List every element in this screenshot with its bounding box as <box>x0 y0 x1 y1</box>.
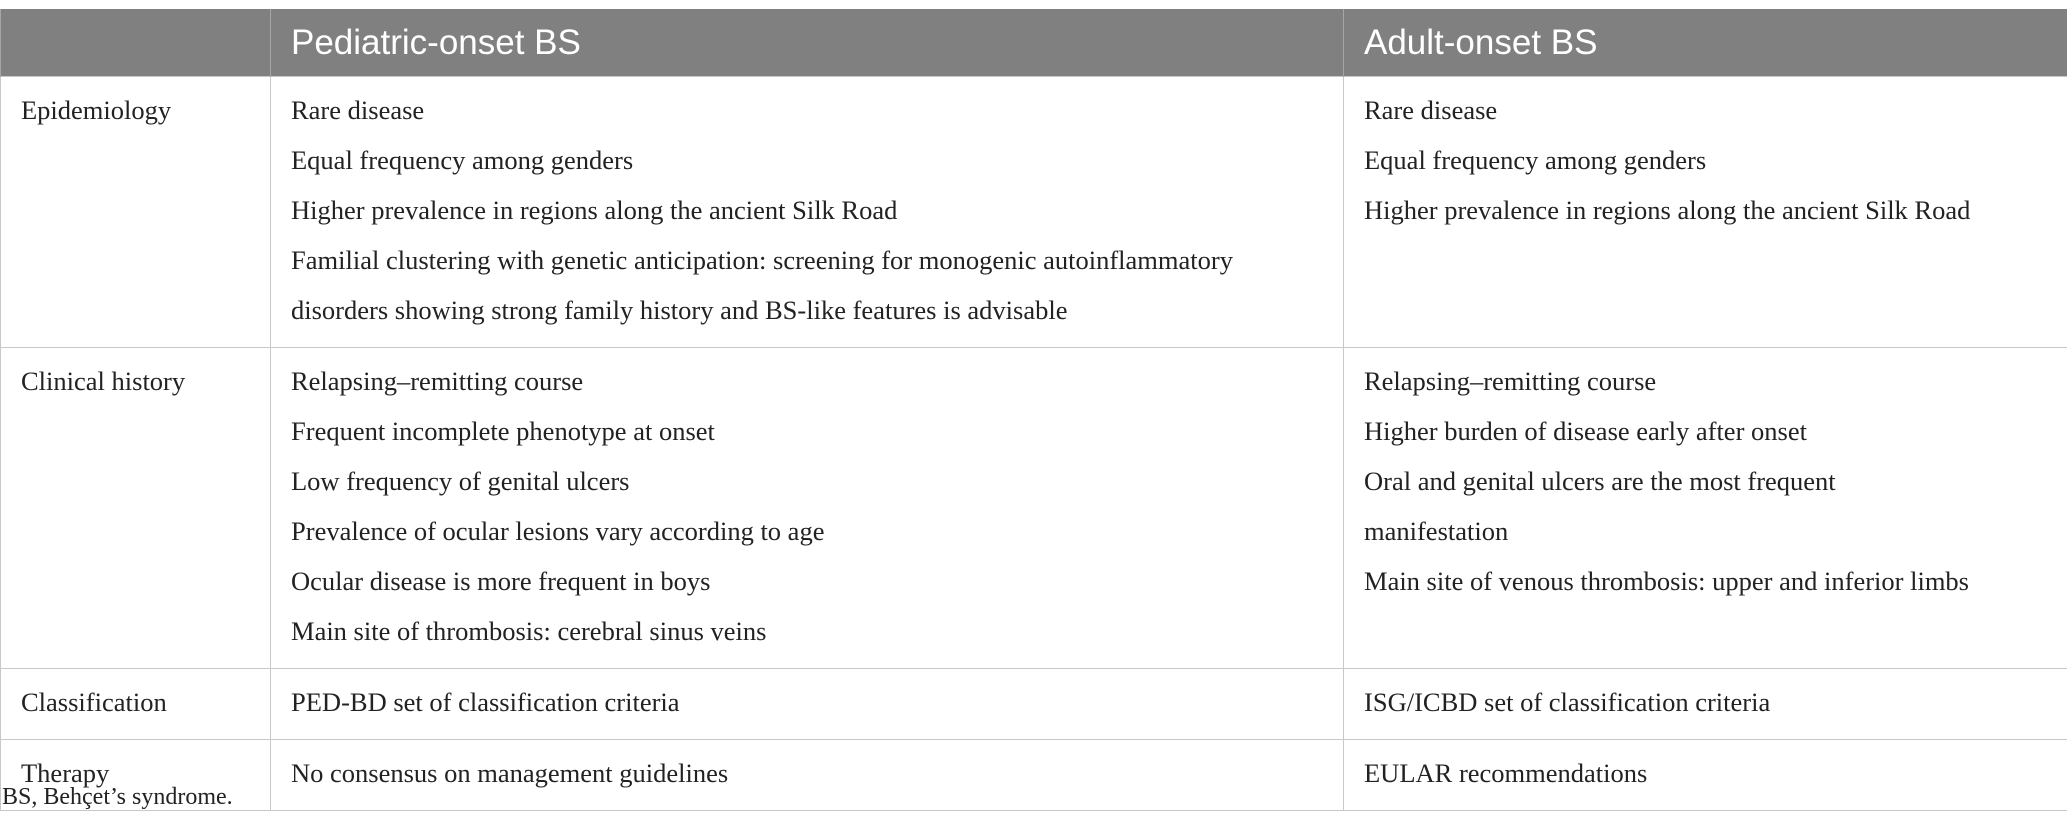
cell-line: Prevalence of ocular lesions vary according to age <box>291 516 825 546</box>
cell-line: Oral and genital ulcers are the most frequent <box>1364 466 1836 496</box>
cell-line: EULAR recommendations <box>1364 758 1648 788</box>
row-label: Classification <box>21 687 167 717</box>
header-cell-adult: Adult-onset BS <box>1344 9 2067 77</box>
cell-line: Low frequency of genital ulcers <box>291 466 630 496</box>
table-row <box>1 77 2067 348</box>
pediatric-cell <box>271 740 1344 811</box>
adult-cell <box>1344 740 2067 811</box>
row-label: Epidemiology <box>21 95 172 125</box>
adult-cell <box>1344 669 2067 740</box>
pediatric-cell <box>271 77 1344 348</box>
table-row <box>1 669 2067 740</box>
cell-line: Main site of thrombosis: cerebral sinus veins <box>291 616 767 646</box>
row-label: Clinical history <box>21 366 186 396</box>
cell-line: Higher burden of disease early after onset <box>1364 416 1807 446</box>
cell-line: Equal frequency among genders <box>291 145 634 175</box>
row-label-clinical-history <box>1 348 271 669</box>
cell-line: Familial clustering with genetic anticipation: screening for monogenic autoinflammatory <box>291 245 1233 275</box>
cell-line: Relapsing–remitting course <box>1364 366 1657 396</box>
pediatric-cell <box>271 669 1344 740</box>
cell-line: No consensus on management guidelines <box>291 758 729 788</box>
cell-line: Higher prevalence in regions along the ancient Silk Road <box>291 195 898 225</box>
table-footnote: BS, Behçet’s syndrome. <box>2 784 233 810</box>
adult-cell <box>1344 77 2067 348</box>
table-header <box>1 9 2067 77</box>
pediatric-cell <box>271 348 1344 669</box>
header-row <box>1 9 2067 77</box>
cell-line: PED-BD set of classification criteria <box>291 687 680 717</box>
header-cell-pediatric: Pediatric-onset BS <box>271 9 1344 77</box>
cell-line: Rare disease <box>1364 95 1498 125</box>
row-label-classification <box>1 669 271 740</box>
cell-line: disorders showing strong family history and BS-like features is advisable <box>291 295 1068 325</box>
table-body <box>1 77 2067 811</box>
cell-line: Equal frequency among genders <box>1364 145 1707 175</box>
header-cell-empty <box>1 9 271 77</box>
comparison-table-container <box>0 9 2067 811</box>
comparison-table <box>0 9 2067 811</box>
row-label: Therapy <box>21 758 110 788</box>
table-row <box>1 348 2067 669</box>
table-row <box>1 740 2067 811</box>
cell-line: Ocular disease is more frequent in boys <box>291 566 711 596</box>
cell-line: Frequent incomplete phenotype at onset <box>291 416 715 446</box>
cell-line: ISG/ICBD set of classification criteria <box>1364 687 1771 717</box>
cell-line: Higher prevalence in regions along the ancient Silk Road <box>1364 195 1971 225</box>
cell-line: manifestation <box>1364 516 1509 546</box>
cell-line: Main site of venous thrombosis: upper and inferior limbs <box>1364 566 1969 596</box>
cell-line: Relapsing–remitting course <box>291 366 584 396</box>
row-label-epidemiology <box>1 77 271 348</box>
adult-cell <box>1344 348 2067 669</box>
cell-line: Rare disease <box>291 95 425 125</box>
